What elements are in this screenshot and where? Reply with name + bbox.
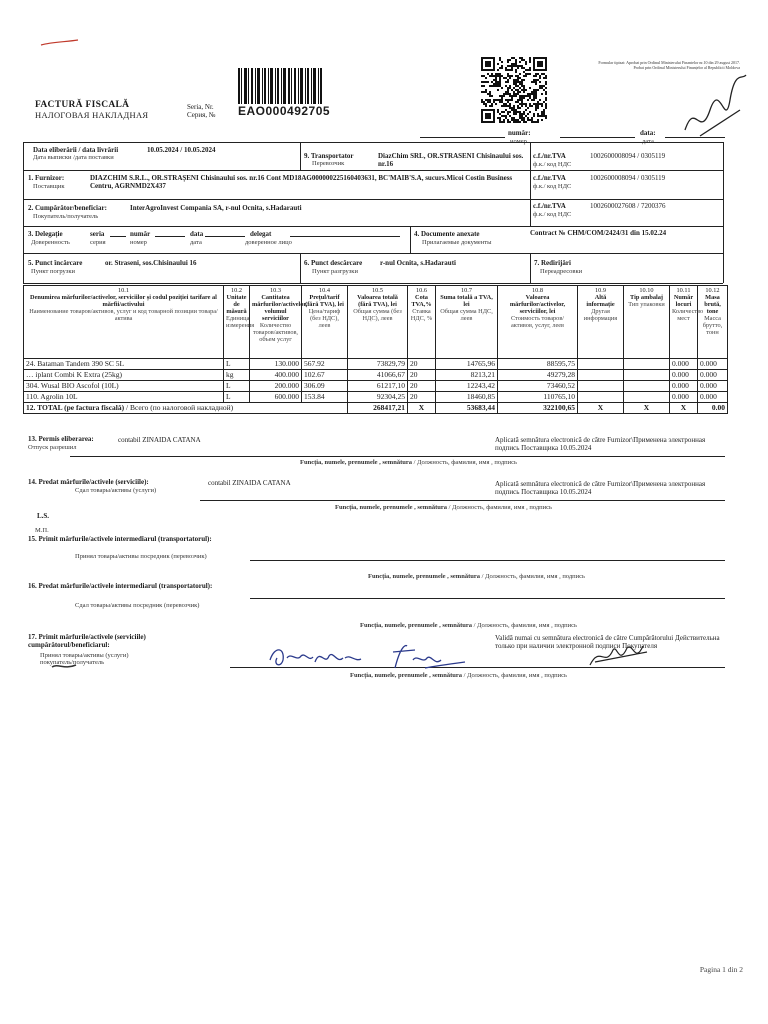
delegation-date-label: data [190, 230, 204, 238]
table-row [24, 370, 728, 381]
release-esign-note: Aplicată semnătura electronică de către Furnizor\Применена электронная подпись Поставщика 10.05.2024 [495, 436, 706, 452]
supplier-cf-label-ru: ф.к./ код НДС [533, 183, 572, 190]
column-number: 10.8 [531, 287, 544, 294]
cell-pack [624, 370, 670, 381]
issue-delivery-date-label-ru: Дата выписки /дата поставки [33, 154, 114, 161]
delegation-label: 3. Delegație [28, 230, 63, 238]
cell-name: … iplant Combi K Extra (25kg) [24, 370, 224, 381]
column-label: Valoarea totală (fără TVA), lei [357, 294, 398, 308]
loading-point-label-ru: Пункт погрузки [31, 268, 75, 275]
handed-over-label: 14. Predat mărfurile/activele (serviciile): [28, 478, 149, 486]
buyer-cf-value: 1002600027608 / 7200376 [590, 202, 666, 210]
cell-total: 92304,25 [348, 392, 408, 403]
cell-other [578, 392, 624, 403]
cell-qty: 400.000 [250, 370, 302, 381]
cell-mass: 0.000 [698, 381, 728, 392]
column-label: Altă informație [586, 294, 615, 308]
column-label: Cantitatea mărfurilor/activelor, volumul serviciilor [252, 294, 308, 322]
column-label: Masa brută, tone [704, 294, 721, 315]
series-label: Seria, Nr. Серия, № [187, 103, 216, 119]
total-label-ro: 12. TOTAL (pe factura fiscală) [26, 403, 125, 412]
cell-pack [624, 381, 670, 392]
document-title: FACTURĂ FISCALĂ НАЛОГОВАЯ НАКЛАДНАЯ [35, 100, 149, 120]
column-label: Cota TVA,% [411, 294, 432, 308]
cell-places: 0.000 [670, 359, 698, 370]
date-label-ru: дата [642, 138, 654, 145]
received-buyer-esign-note: Validă numai cu semnătura electronică de către Cumpărătorului Действительна только при наличии электронной подписи Покупателя [495, 634, 720, 650]
column-label-ru: Ставка НДС, % [410, 308, 433, 322]
delegate-label: delegat [250, 230, 272, 238]
transporter-value: DiazChim SRL, OR.STRASENI Chisinaului sos. nr.16 [378, 152, 524, 168]
column-number: 10.9 [594, 287, 607, 294]
cell-value: 88595,75 [498, 359, 578, 370]
invoice-serial: EAO000492705 [238, 104, 331, 118]
delegation-series-label: seria [90, 230, 105, 238]
total-total: 268417,21 [348, 403, 408, 414]
attached-docs-label-ru: Прилагаемые документы [422, 239, 492, 246]
received-intermediary-label: 15. Primit mărfurile/activele intermediarul (transportatorul): [28, 535, 212, 543]
received-buyer-label-ru: Принял товары/активы (услуги) покупатель/получатель [40, 652, 129, 666]
total-row [24, 403, 728, 414]
cell-price: 567.92 [302, 359, 348, 370]
column-label-ru: Количество товаров/активов, объем услуг [252, 322, 299, 343]
transporter-label-ru: Перевозчик [312, 160, 345, 167]
delegation-date-label-ru: дата [190, 239, 202, 246]
date-label: data: [640, 129, 656, 137]
table-row [24, 392, 728, 403]
items-table [23, 285, 728, 414]
number-label: număr: [508, 129, 531, 137]
table-row [24, 381, 728, 392]
cell-vat-sum: 18460,85 [436, 392, 498, 403]
column-label-ru: Другая информация [583, 308, 618, 322]
handed-over-label-ru: Сдал товары/активы (услуги) [75, 487, 157, 494]
delegation-series-label-ru: серия [90, 239, 106, 246]
attached-docs-label: 4. Documente anexate [414, 230, 480, 238]
column-label-ru: Тип упаковки [628, 301, 665, 308]
column-header-10-1 [24, 286, 224, 359]
column-label: Prețul/tarif (fără TVA), lei [305, 294, 344, 308]
column-label: Tip ambalaj [630, 294, 663, 301]
column-header-10-4 [302, 286, 348, 359]
loading-point-label: 5. Punct încărcare [28, 259, 83, 267]
transporter-cf-label-ru: ф.к./ код НДС [533, 161, 572, 168]
column-label-ru: Масса брутто, тонн [702, 315, 723, 336]
column-header-10-6 [408, 286, 436, 359]
cell-vat-sum: 12243,42 [436, 381, 498, 392]
column-header-10-8 [498, 286, 578, 359]
supplier-cf-value: 1002600008094 / 0305119 [590, 174, 666, 182]
total-vat-sum: 53683,44 [436, 403, 498, 414]
cell-places: 0.000 [670, 370, 698, 381]
buyer-handwritten-signature [265, 640, 485, 675]
cell-total: 41066,67 [348, 370, 408, 381]
column-label-ru: Количество мест [672, 308, 704, 322]
received-intermediary-caption: Funcția, numele, prenumele , semnătura / Должность, фамилия, имя , подпись [368, 573, 585, 580]
column-header-10-3 [250, 286, 308, 359]
received-buyer-label: 17. Primit mărfurile/activele (serviciile) cumpărătorul/beneficiarul: [28, 633, 146, 649]
total-mass: 0.00 [698, 403, 728, 414]
cell-value: 73460,52 [498, 381, 578, 392]
cell-places: 0.000 [670, 381, 698, 392]
column-label: Denumirea mărfurilor/activelor, serviciilor și codul poziției tarifare al mărfii/activului [30, 294, 217, 308]
column-header-10-9 [578, 286, 624, 359]
total-vat-rate: X [408, 403, 436, 414]
column-number: 10.7 [460, 287, 473, 294]
cell-total: 73829,79 [348, 359, 408, 370]
cell-unit: L [224, 381, 250, 392]
supplier-label-ru: Поставщик [33, 183, 65, 190]
handed-over-caption: Funcția, numele, prenumele , semnătura / Должность, фамилия, имя , подпись [335, 504, 552, 511]
received-intermediary-label-ru: Принял товары/активы посредник (перевозчик) [75, 553, 207, 560]
cell-unit: L [224, 359, 250, 370]
release-caption: Funcția, numele, prenumele , semnătura / Должность, фамилия, имя , подпись [300, 459, 517, 466]
column-number: 10.4 [318, 287, 331, 294]
pen-mark [40, 38, 80, 48]
total-label [24, 403, 348, 414]
delegation-label-ru: Доверенность [31, 239, 70, 246]
column-number: 10.5 [371, 287, 384, 294]
cell-other [578, 370, 624, 381]
unloading-point-label-ru: Пункт разгрузки [312, 268, 358, 275]
column-header-10-5 [348, 286, 408, 359]
delegate-label-ru: доверенное лицо [245, 239, 292, 246]
column-header-10-2 [224, 286, 255, 359]
cell-mass: 0.000 [698, 370, 728, 381]
transporter-label: 9. Transportator [304, 152, 354, 160]
column-label: Număr locuri [673, 294, 694, 308]
cell-other [578, 381, 624, 392]
cell-pack [624, 392, 670, 403]
total-value: 322100,65 [498, 403, 578, 414]
column-label-ru: Общая сумма НДС, леев [440, 308, 493, 322]
page-number: Pagina 1 din 2 [699, 965, 743, 974]
table-header-row [24, 286, 728, 359]
column-number: 10.1 [117, 287, 130, 294]
column-header-10-12 [698, 286, 728, 359]
handed-intermediary-label-ru: Сдал товары/активы посредник (перевозчик) [75, 602, 200, 609]
handed-intermediary-caption: Funcția, numele, prenumele , semnătura / Должность, фамилия, имя , подпись [360, 622, 577, 629]
cell-value: 110765,10 [498, 392, 578, 403]
cell-vat-rate: 20 [408, 370, 436, 381]
table-row [24, 359, 728, 370]
column-number: 10.3 [269, 287, 282, 294]
delegation-number-label-ru: номер [130, 239, 147, 246]
total-other: X [578, 403, 624, 414]
cell-value: 49279,28 [498, 370, 578, 381]
cell-qty: 130.000 [250, 359, 302, 370]
barcode-image [238, 68, 322, 104]
total-places: X [670, 403, 698, 414]
supplier-value: DIAZCHIM S.R.L., OR.STRAȘENI Chisinaului sos. nr.16 Cont MD18AG000000225160403631, BC'MAIB'S.A, sucurs.Micoi Costin Business Centru, AGRNMD2X437 [90, 174, 513, 190]
cell-vat-rate: 20 [408, 381, 436, 392]
column-number: 10.11 [676, 287, 691, 294]
release-permitted-label-ru: Отпуск разрешил [28, 444, 77, 451]
attached-docs-value: Contract № CHM/COM/2424/31 din 15.02.24 [530, 229, 667, 237]
cell-vat-sum: 8213,21 [436, 370, 498, 381]
delegation-number-label: număr [130, 230, 151, 238]
column-number: 10.10 [639, 287, 654, 294]
column-number: 10.12 [705, 287, 720, 294]
corner-signature [680, 70, 750, 145]
issue-delivery-date-value: 10.05.2024 / 10.05.2024 [147, 146, 216, 154]
cell-places: 0.000 [670, 392, 698, 403]
cell-vat-sum: 14765,96 [436, 359, 498, 370]
qr-code-image [481, 57, 547, 123]
cell-mass: 0.000 [698, 392, 728, 403]
seal-ls: L.S. [37, 512, 50, 520]
column-label-ru: Единица измерения [226, 315, 255, 329]
issue-delivery-date-label: Data eliberării / data livrării [33, 146, 119, 154]
total-label-ru: / Всего (по налоговой накладной) [126, 403, 234, 412]
column-label-ru: Стоимость товаров/активов, услуг, леев [510, 315, 565, 329]
transporter-cf-label: c.f./nr.TVA [533, 152, 566, 160]
release-permitted-person: contabil ZINAIDA CATANA [118, 436, 201, 444]
column-label: Unitate de măsură [226, 294, 247, 315]
redirect-label: 7. Redirijări [534, 259, 571, 267]
total-pack: X [624, 403, 670, 414]
loading-point-value: or. Straseni, sos.Chisinaului 16 [105, 259, 197, 267]
number-label-ru: номер [510, 138, 527, 145]
buyer-value: InterAgroInvest Compania SA, r-nul Ocnita, s.Hadarauti [130, 204, 302, 212]
column-label-ru: Цена/тариф (без НДС), леев [308, 308, 341, 329]
column-number: 10.2 [230, 287, 243, 294]
supplier-cf-label: c.f./nr.TVA [533, 174, 566, 182]
column-header-10-10 [624, 286, 670, 359]
buyer-label-ru: Покупатель/получатель [33, 213, 99, 220]
handed-over-person: contabil ZINAIDA CATANA [208, 479, 291, 487]
cell-pack [624, 359, 670, 370]
cell-other [578, 359, 624, 370]
redirect-label-ru: Переадресовки [540, 268, 583, 275]
cell-total: 61217,10 [348, 381, 408, 392]
column-number: 10.6 [415, 287, 428, 294]
supplier-label: 1. Furnizor: [28, 174, 65, 182]
received-buyer-caption: Funcția, numele, prenumele , semnătura / Должность, фамилия, имя , подпись [350, 672, 567, 679]
cell-unit: L [224, 392, 250, 403]
handed-intermediary-label: 16. Predat mărfurile/activele intermediarul (transportatorul): [28, 582, 213, 590]
cell-qty: 200.000 [250, 381, 302, 392]
buyer-cf-label-ru: ф.к./ код НДС [533, 211, 572, 218]
transporter-cf-value: 1002600008094 / 0305119 [590, 152, 666, 160]
redaction-scribble [50, 661, 80, 671]
column-label: Valoarea mărfurilor/activelor, serviciilor, lei [509, 294, 566, 315]
column-header-10-7 [436, 286, 498, 359]
column-label-ru: Наименование товаров/активов, услуг и код товарной позиции товара/актива [29, 308, 218, 322]
cell-name: 24. Bataman Tandem 390 SC 5L [24, 359, 224, 370]
unloading-point-value: r-nul Ocnita, s.Hadarauti [380, 259, 456, 267]
cell-price: 306.09 [302, 381, 348, 392]
column-label-ru: Общая сумма (без НДС), леев [353, 308, 402, 322]
seal-mp: М.П. [35, 527, 49, 534]
cell-vat-rate: 20 [408, 359, 436, 370]
buyer-short-signature [585, 640, 655, 670]
cell-price: 102.67 [302, 370, 348, 381]
cell-vat-rate: 20 [408, 392, 436, 403]
buyer-cf-label: c.f./nr.TVA [533, 202, 566, 210]
column-label: Suma totală a TVA, lei [440, 294, 493, 308]
cell-name: 110. Agrolin 10L [24, 392, 224, 403]
handed-over-esign-note: Aplicată semnătura electronică de către Furnizor\Применена электронная подпись Поставщика 10.05.2024 [495, 480, 706, 496]
cell-price: 153.84 [302, 392, 348, 403]
cell-qty: 600.000 [250, 392, 302, 403]
column-header-10-11 [670, 286, 704, 359]
buyer-label: 2. Cumpărător/beneficiar: [28, 204, 107, 212]
cell-unit: kg [224, 370, 250, 381]
unloading-point-label: 6. Punct descărcare [304, 259, 363, 267]
cell-name: 304. Wusal BIO Ascofol (10L) [24, 381, 224, 392]
cell-mass: 0.000 [698, 359, 728, 370]
form-approval-note: Formular tipizat: Aprobat prin Ordinul Ministerului Finantelor nr.10 din 29 august 2017. Probat prin Ordinul Ministerului Finanțelor al Republicii Moldova [598, 60, 740, 70]
release-permitted-label: 13. Permis eliberarea: [28, 435, 94, 443]
